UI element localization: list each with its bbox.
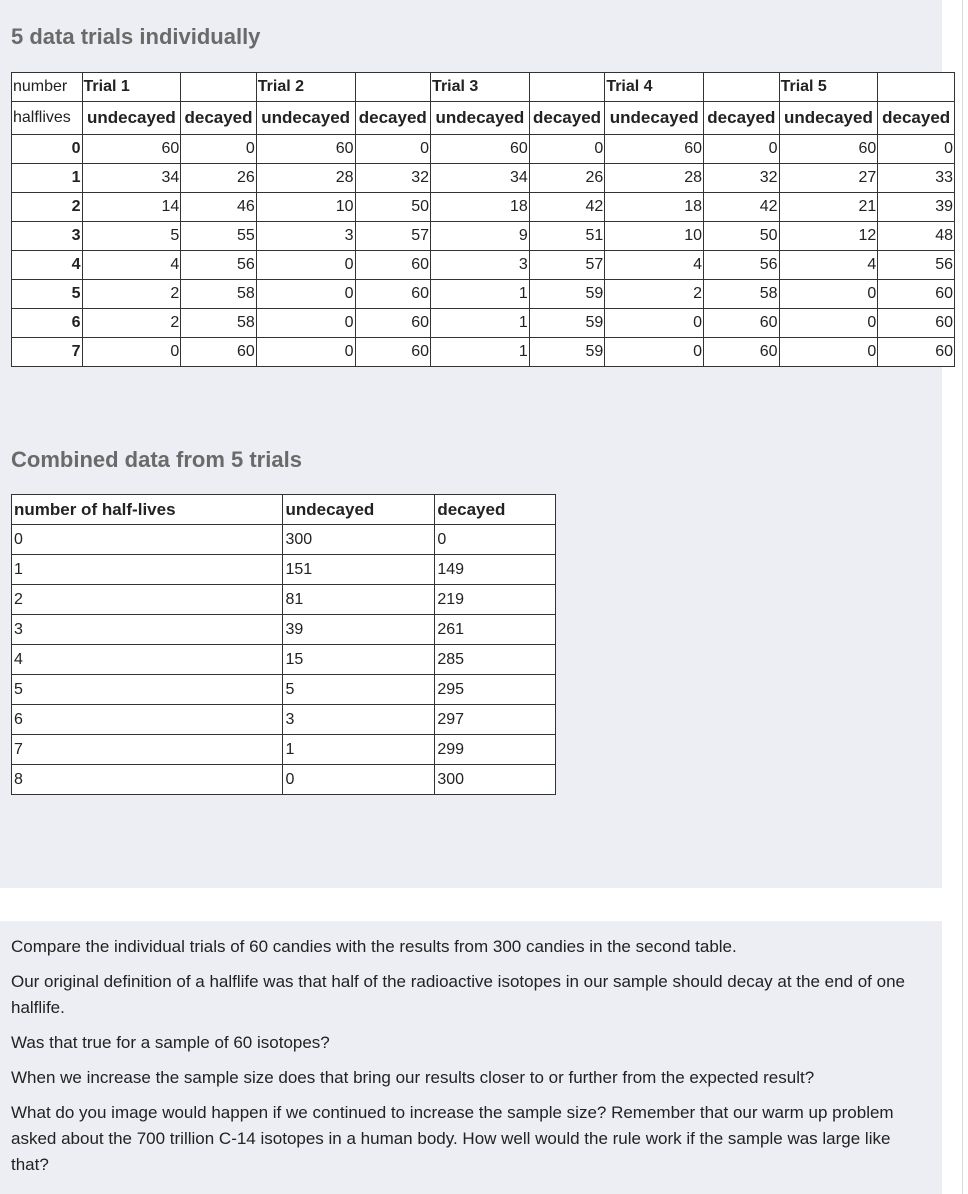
subheader-cell: decayed [529,102,605,135]
table-cell: 3 [431,251,530,280]
table-row [12,338,955,367]
table-cell: 26 [529,164,605,193]
combined-data-table [11,494,556,795]
table-cell: 46 [181,193,257,222]
table-cell: 60 [431,135,530,164]
subheader-cell: decayed [181,102,257,135]
table-cell: 0 [779,309,878,338]
table-cell: 300 [283,525,435,555]
table-cell: 0 [605,338,704,367]
table-cell: 12 [779,222,878,251]
table-cell: 6 [12,309,83,338]
subheader-cell: undecayed [605,102,704,135]
table-cell: 57 [529,251,605,280]
header-cell: Trial 2 [256,73,355,102]
table-cell: 8 [12,765,283,795]
header-cell: Trial 1 [82,73,181,102]
table-cell: 60 [878,280,955,309]
table-row [12,735,556,765]
table-row [12,251,955,280]
table-cell: 0 [605,309,704,338]
table-cell: 4 [605,251,704,280]
table-cell: 7 [12,735,283,765]
table-row [12,164,955,193]
subheader-cell: decayed [878,102,955,135]
table-row [12,645,556,675]
subheader-cell: undecayed [256,102,355,135]
table-cell: 3 [256,222,355,251]
table-subheader-row [12,102,955,135]
header-cell [529,73,605,102]
table-cell: 27 [779,164,878,193]
table-cell: 0 [12,135,83,164]
table-cell: 81 [283,585,435,615]
header-cell: Trial 3 [431,73,530,102]
table-cell: 60 [355,309,431,338]
table-cell: 0 [181,135,257,164]
table-cell: 56 [181,251,257,280]
scrollbar-track[interactable] [962,0,963,1194]
individual-trials-table [11,72,955,367]
table-cell: 0 [355,135,431,164]
table-cell: 261 [435,615,556,645]
table-cell: 0 [704,135,780,164]
table-cell: 60 [704,309,780,338]
table-cell: 51 [529,222,605,251]
table-cell: 2 [12,585,283,615]
table-cell: 42 [704,193,780,222]
table-cell: 18 [605,193,704,222]
table-cell: 10 [256,193,355,222]
table-cell: 5 [283,675,435,705]
table-cell: 48 [878,222,955,251]
table-cell: 60 [704,338,780,367]
table-cell: 0 [256,338,355,367]
table-cell: 60 [181,338,257,367]
table-cell: 39 [878,193,955,222]
table-cell: 0 [256,280,355,309]
table-cell: 2 [12,193,83,222]
table-cell: 0 [256,309,355,338]
table-cell: 295 [435,675,556,705]
table-cell: 58 [181,309,257,338]
table-cell: 5 [12,675,283,705]
table-cell: 42 [529,193,605,222]
subheader-cell: undecayed [82,102,181,135]
table-cell: 5 [12,280,83,309]
table-header-row [12,495,556,525]
table-cell: 33 [878,164,955,193]
table-cell: 0 [283,765,435,795]
table-cell: 4 [12,645,283,675]
table-row [12,280,955,309]
header-cell: undecayed [283,495,435,525]
question-text: When we increase the sample size does that bring our results closer to or further from the expected result? [11,1068,815,1087]
table-cell: 0 [529,135,605,164]
table-row [12,615,556,645]
table-row [12,222,955,251]
table-row [12,675,556,705]
section-title-individual-trials: 5 data trials individually [11,24,261,49]
table-row [12,193,955,222]
table-row [12,765,556,795]
question-text: Our original definition of a halflife was that half of the radioactive isotopes in our sample should decay at the end of one halflife. [11,972,905,1017]
header-cell: decayed [435,495,556,525]
header-cell [704,73,780,102]
table-cell: 60 [878,309,955,338]
table-cell: 60 [355,251,431,280]
table-cell: 58 [181,280,257,309]
table-cell: 34 [431,164,530,193]
table-cell: 219 [435,585,556,615]
subheader-cell: undecayed [779,102,878,135]
header-cell: number of half-lives [12,495,283,525]
question-text: Compare the individual trials of 60 candies with the results from 300 candies in the second table. [11,937,737,956]
table-cell: 2 [605,280,704,309]
table-cell: 3 [283,705,435,735]
header-cell: Trial 5 [779,73,878,102]
table-cell: 28 [605,164,704,193]
subheader-cell: halflives [12,102,83,135]
table-cell: 32 [355,164,431,193]
table-cell: 55 [181,222,257,251]
table-cell: 60 [779,135,878,164]
table-cell: 59 [529,280,605,309]
table-cell: 1 [12,164,83,193]
table-cell: 10 [605,222,704,251]
question-text: Was that true for a sample of 60 isotopes? [11,1033,330,1052]
table-cell: 18 [431,193,530,222]
table-cell: 32 [704,164,780,193]
table-cell: 1 [431,338,530,367]
table-cell: 28 [256,164,355,193]
table-cell: 299 [435,735,556,765]
table-cell: 14 [82,193,181,222]
table-cell: 56 [704,251,780,280]
table-cell: 60 [355,338,431,367]
table-cell: 3 [12,222,83,251]
table-cell: 39 [283,615,435,645]
table-row [12,525,556,555]
table-cell: 297 [435,705,556,735]
table-cell: 60 [605,135,704,164]
table-cell: 26 [181,164,257,193]
table-cell: 2 [82,280,181,309]
table-cell: 0 [256,251,355,280]
table-row [12,555,556,585]
table-cell: 57 [355,222,431,251]
table-row [12,135,955,164]
table-cell: 1 [12,555,283,585]
table-cell: 60 [256,135,355,164]
table-cell: 4 [12,251,83,280]
table-cell: 21 [779,193,878,222]
table-cell: 0 [12,525,283,555]
header-cell: number [12,73,83,102]
table-cell: 60 [82,135,181,164]
table-cell: 3 [12,615,283,645]
table-cell: 2 [82,309,181,338]
section-title-combined: Combined data from 5 trials [11,447,302,472]
table-cell: 50 [355,193,431,222]
table-cell: 50 [704,222,780,251]
table-cell: 4 [779,251,878,280]
subheader-cell: decayed [704,102,780,135]
subheader-cell: decayed [355,102,431,135]
table-cell: 59 [529,338,605,367]
table-cell: 0 [878,135,955,164]
table-cell: 5 [82,222,181,251]
table-cell: 285 [435,645,556,675]
table-cell: 0 [435,525,556,555]
table-cell: 34 [82,164,181,193]
table-header-row [12,73,955,102]
table-cell: 1 [283,735,435,765]
table-cell: 1 [431,309,530,338]
header-cell [181,73,257,102]
table-row [12,705,556,735]
header-cell: Trial 4 [605,73,704,102]
table-cell: 15 [283,645,435,675]
table-cell: 56 [878,251,955,280]
table-cell: 59 [529,309,605,338]
table-cell: 6 [12,705,283,735]
table-cell: 149 [435,555,556,585]
table-cell: 300 [435,765,556,795]
table-cell: 0 [779,338,878,367]
table-cell: 4 [82,251,181,280]
table-cell: 0 [779,280,878,309]
table-cell: 151 [283,555,435,585]
discussion-questions [11,934,931,1187]
question-text: What do you image would happen if we continued to increase the sample size? Remember that our warm up problem asked about the 700 trillion C-14 isotopes in a human body. How well would the rule work if the sample was large like that? [11,1103,894,1174]
header-cell [878,73,955,102]
table-cell: 58 [704,280,780,309]
table-row [12,585,556,615]
header-cell [355,73,431,102]
table-cell: 60 [355,280,431,309]
table-cell: 0 [82,338,181,367]
table-cell: 60 [878,338,955,367]
table-cell: 7 [12,338,83,367]
table-row [12,309,955,338]
table-cell: 1 [431,280,530,309]
table-cell: 9 [431,222,530,251]
subheader-cell: undecayed [431,102,530,135]
